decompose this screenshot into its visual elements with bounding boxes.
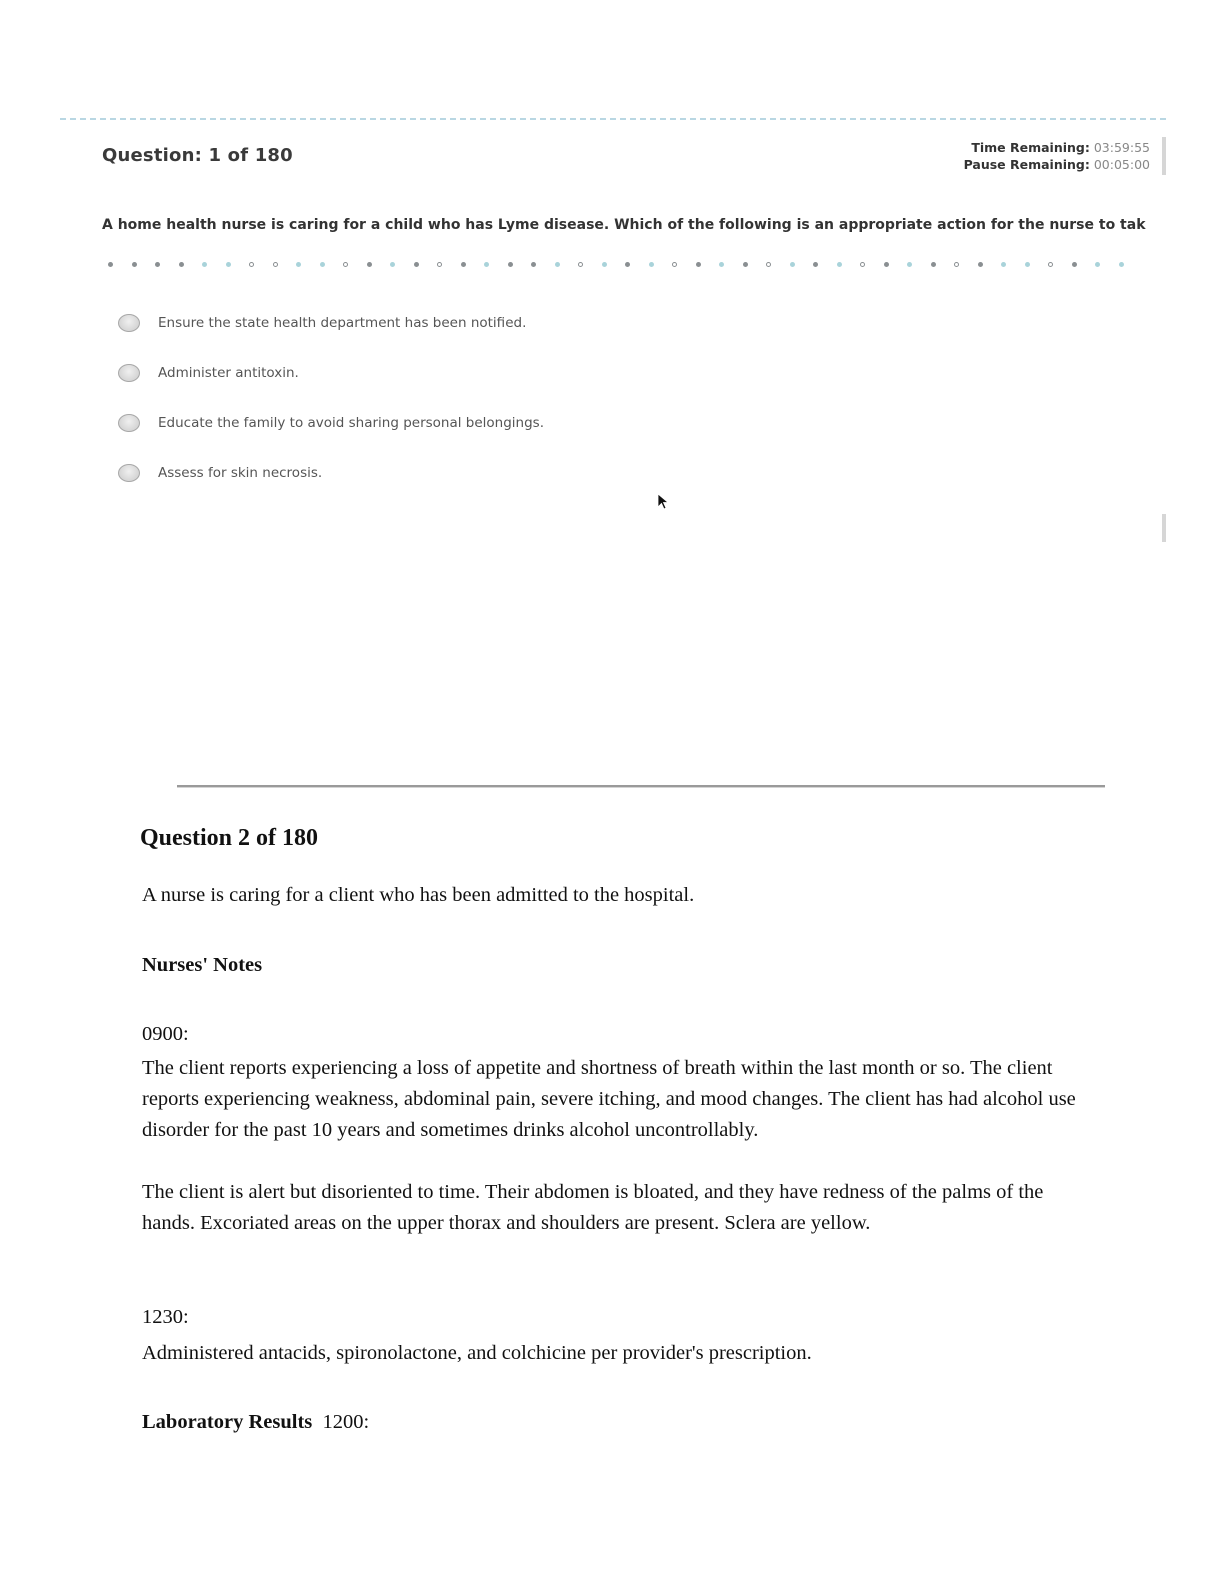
answer-option[interactable]: [118, 398, 818, 448]
divider-dot: [860, 262, 865, 267]
answer-option[interactable]: [118, 348, 818, 398]
divider-dot: [320, 262, 325, 267]
divider-dot: [743, 262, 748, 267]
nurses-notes-heading: Nurses' Notes: [142, 954, 263, 976]
divider-dot: [931, 262, 936, 267]
divider-dot: [1095, 262, 1100, 267]
question2-intro: A nurse is caring for a client who has been admitted to the hospital.: [142, 884, 695, 906]
option-label: Educate the family to avoid sharing personal belongings.: [158, 415, 545, 431]
lab-results-heading: Laboratory Results: [142, 1411, 313, 1433]
divider-dot: [367, 262, 372, 267]
divider-dot: [108, 262, 113, 267]
divider-dot: [414, 262, 419, 267]
divider-dot: [1048, 262, 1053, 267]
divider-dot: [155, 262, 160, 267]
answer-options: [118, 298, 818, 498]
divider-dot: [555, 262, 560, 267]
pause-remaining-label: Pause Remaining:: [963, 157, 1090, 172]
divider-dot: [437, 262, 442, 267]
divider-dot: [226, 262, 231, 267]
divider-dot: [813, 262, 818, 267]
radio-button[interactable]: [118, 464, 140, 482]
time-remaining: [964, 139, 1150, 156]
divider-dot: [249, 262, 254, 267]
divider-dot: [484, 262, 489, 267]
divider-dot: [766, 262, 771, 267]
time-remaining-label: Time Remaining:: [971, 140, 1090, 155]
radio-button[interactable]: [118, 364, 140, 382]
note-time-0900: 0900:: [142, 1023, 189, 1045]
divider-dot: [978, 262, 983, 267]
answer-option[interactable]: [118, 448, 818, 498]
divider-dot: [649, 262, 654, 267]
divider-dot: [602, 262, 607, 267]
question2-title: Question 2 of 180: [140, 825, 319, 851]
radio-button[interactable]: [118, 314, 140, 332]
question1-title: Question: 1 of 180: [102, 145, 293, 166]
divider-dot: [719, 262, 724, 267]
divider-dot: [508, 262, 513, 267]
lab-results-line: [142, 1411, 369, 1434]
divider-dot: [1072, 262, 1077, 267]
divider-dot: [954, 262, 959, 267]
divider-dot: [1025, 262, 1030, 267]
scrollbar-top[interactable]: [1162, 137, 1166, 175]
divider-dot: [296, 262, 301, 267]
divider-dot: [625, 262, 630, 267]
note-administered: Administered antacids, spironolactone, and colchicine per provider's prescription.: [142, 1342, 812, 1364]
divider-dot: [390, 262, 395, 267]
divider-dot: [179, 262, 184, 267]
divider-dot: [1119, 262, 1124, 267]
divider-dot: [790, 262, 795, 267]
divider-dot: [273, 262, 278, 267]
divider-dot: [343, 262, 348, 267]
divider-dot: [202, 262, 207, 267]
note-paragraph-1: The client reports experiencing a loss of appetite and shortness of breath within the last month or so. The client reports experiencing weakness, abdominal pain, severe itching, and mood changes. The client has had alcohol use disorder for the past 10 years and sometimes drinks alcohol uncontrollably.: [142, 1057, 1076, 1141]
question1-stem: A home health nurse is caring for a child who has Lyme disease. Which of the following is an appropriate action for the nurse to tak: [102, 217, 1146, 233]
scrollbar-bottom[interactable]: [1162, 514, 1166, 542]
answer-option[interactable]: [118, 298, 818, 348]
question2-section: [140, 820, 1082, 1433]
header-divider: [60, 118, 1166, 120]
divider-dot: [132, 262, 137, 267]
mouse-cursor-icon: [657, 493, 671, 511]
time-remaining-value: 03:59:55: [1093, 140, 1150, 155]
note-paragraph-2: The client is alert but disoriented to time. Their abdomen is bloated, and they have redness of the palms of the hands. Excoriated areas on the upper thorax and shoulders are present. Sclera are yellow.: [142, 1181, 1044, 1234]
lab-results-time: 1200:: [322, 1411, 370, 1433]
pause-remaining: [964, 156, 1150, 173]
option-label: Ensure the state health department has been notified.: [158, 315, 527, 331]
question1-screenshot: [60, 112, 1166, 552]
divider-dot: [578, 262, 583, 267]
divider-dot: [1001, 262, 1006, 267]
divider-dot: [531, 262, 536, 267]
radio-button[interactable]: [118, 414, 140, 432]
section-separator: [177, 785, 1105, 788]
option-label: Assess for skin necrosis.: [158, 465, 323, 481]
divider-dot: [907, 262, 912, 267]
divider-dot: [884, 262, 889, 267]
dotted-divider: [108, 260, 1166, 272]
option-label: Administer antitoxin.: [158, 365, 299, 381]
note-time-1230: 1230:: [142, 1306, 189, 1328]
timers: [964, 139, 1150, 173]
divider-dot: [672, 262, 677, 267]
pause-remaining-value: 00:05:00: [1093, 157, 1150, 172]
divider-dot: [696, 262, 701, 267]
divider-dot: [461, 262, 466, 267]
divider-dot: [837, 262, 842, 267]
